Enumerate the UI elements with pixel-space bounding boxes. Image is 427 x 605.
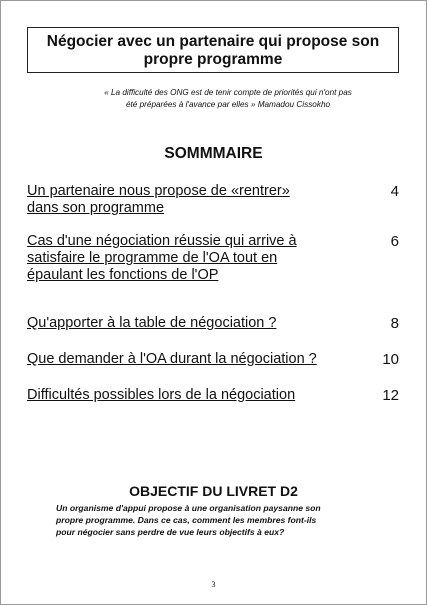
toc-entry[interactable] bbox=[27, 387, 399, 404]
objective-line: pour négocier sans perdre de vue leurs objectifs à eux? bbox=[56, 527, 285, 537]
toc-entry-title[interactable] bbox=[27, 351, 327, 368]
objective-line: Un organisme d'appui propose à une organisation paysanne son bbox=[56, 503, 321, 513]
toc-line: Que demander à l'OA durant la négociation ? bbox=[27, 351, 317, 367]
toc-entry[interactable] bbox=[27, 315, 399, 332]
toc-page-number: 4 bbox=[390, 183, 399, 200]
objective-line: propre programme. Dans ce cas, comment les membres font-ils bbox=[56, 515, 317, 525]
toc-line: Un partenaire nous propose de «rentrer» bbox=[27, 183, 290, 199]
toc-page-number: 10 bbox=[382, 351, 399, 368]
quote-line: été préparées à l'avance par elles » Mamadou Cissokho bbox=[125, 99, 331, 109]
toc-entry[interactable] bbox=[27, 233, 399, 284]
document-title bbox=[27, 27, 399, 73]
summary-heading: SOMMMAIRE bbox=[164, 145, 263, 162]
toc-page-number: 12 bbox=[382, 387, 399, 404]
title-line: propre programme bbox=[143, 51, 283, 68]
toc-line: Cas d'une négociation réussie qui arrive à bbox=[27, 233, 297, 249]
toc-line: Qu'apporter à la table de négociation ? bbox=[27, 315, 277, 331]
toc-entry-title[interactable] bbox=[27, 315, 312, 332]
page-number: 3 bbox=[211, 580, 216, 589]
epigraph-quote bbox=[60, 87, 396, 110]
toc-entry[interactable] bbox=[27, 183, 399, 217]
toc-line: dans son programme bbox=[27, 200, 165, 216]
toc-entry-title[interactable] bbox=[27, 387, 312, 404]
toc-entry[interactable] bbox=[27, 351, 399, 368]
toc-line: satisfaire le programme de l'OA tout en bbox=[27, 250, 278, 266]
toc-line: Difficultés possibles lors de la négociation bbox=[27, 387, 296, 403]
toc-line: épaulant les fonctions de l'OP bbox=[27, 267, 219, 283]
toc-page-number: 6 bbox=[390, 233, 399, 250]
toc-page-number: 8 bbox=[390, 315, 399, 332]
quote-line: « La difficulté des ONG est de tenir compte de priorités qui n'ont pas bbox=[104, 88, 352, 97]
objective-heading: OBJECTIF DU LIVRET D2 bbox=[129, 483, 298, 499]
toc-entry-title[interactable] bbox=[27, 233, 312, 284]
title-line: Négocier avec un partenaire qui propose son bbox=[46, 33, 380, 50]
objective-text bbox=[56, 502, 376, 538]
toc-entry-title[interactable] bbox=[27, 183, 312, 217]
